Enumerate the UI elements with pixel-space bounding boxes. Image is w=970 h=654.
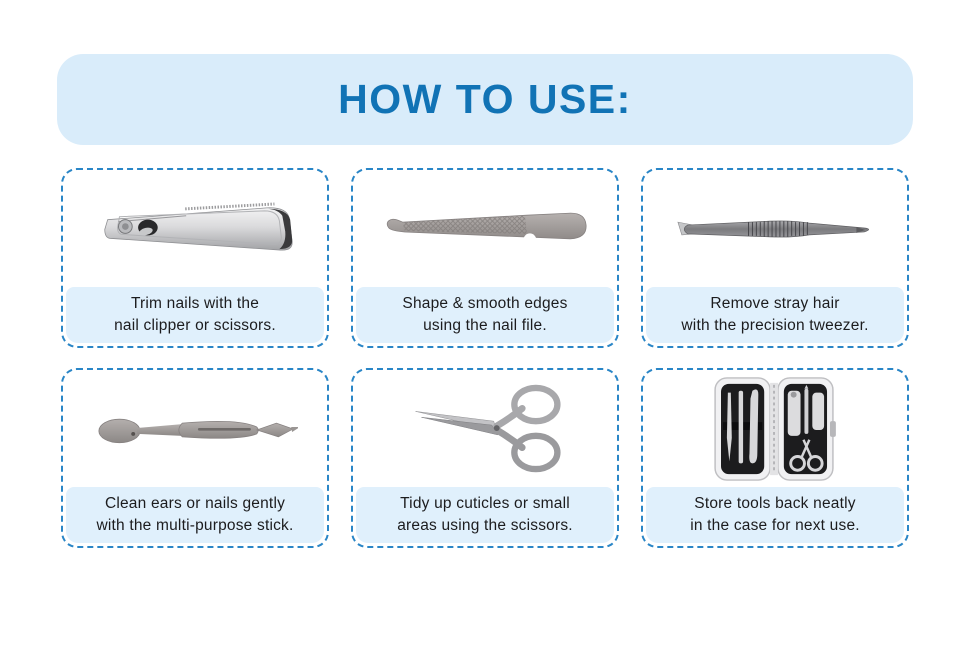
card-caption — [646, 287, 904, 343]
card-caption — [356, 487, 614, 543]
card-manicure-case — [641, 368, 909, 548]
card-tweezer — [641, 168, 909, 348]
cards-grid — [61, 168, 909, 548]
nail-file-image — [353, 170, 617, 287]
nail-file-icon — [379, 206, 591, 252]
card-nail-file — [351, 168, 619, 348]
caption-line: Remove stray hair — [710, 295, 840, 312]
scissors-image — [353, 370, 617, 487]
manicure-case-icon — [713, 375, 837, 483]
caption-line: using the nail file. — [423, 317, 547, 334]
caption-line: Shape & smooth edges — [402, 295, 568, 312]
tweezer-icon — [672, 209, 878, 249]
multi-purpose-stick-icon — [92, 407, 298, 451]
card-multi-purpose-stick — [61, 368, 329, 548]
caption-line: with the precision tweezer. — [681, 317, 869, 334]
nail-clipper-icon — [92, 194, 298, 263]
caption-line: areas using the scissors. — [397, 517, 573, 534]
page-title: HOW TO USE: — [338, 76, 632, 122]
card-scissors — [351, 368, 619, 548]
caption-line: Trim nails with the — [130, 295, 260, 312]
card-caption — [356, 287, 614, 343]
scissors-icon — [401, 384, 569, 474]
caption-line: nail clipper or scissors. — [114, 317, 276, 334]
header-banner — [57, 54, 913, 145]
card-nail-clipper — [61, 168, 329, 348]
caption-line: Store tools back neatly — [694, 495, 856, 512]
caption-line: with the multi-purpose stick. — [96, 517, 294, 534]
card-caption — [66, 487, 324, 543]
caption-line: Clean ears or nails gently — [104, 495, 286, 512]
nail-clipper-image — [63, 170, 327, 287]
caption-line: in the case for next use. — [690, 517, 860, 534]
manicure-case-image — [643, 370, 907, 487]
card-caption — [66, 287, 324, 343]
multi-purpose-stick-image — [63, 370, 327, 487]
tweezer-image — [643, 170, 907, 287]
card-caption — [646, 487, 904, 543]
caption-line: Tidy up cuticles or small — [400, 495, 570, 512]
page — [0, 54, 970, 548]
